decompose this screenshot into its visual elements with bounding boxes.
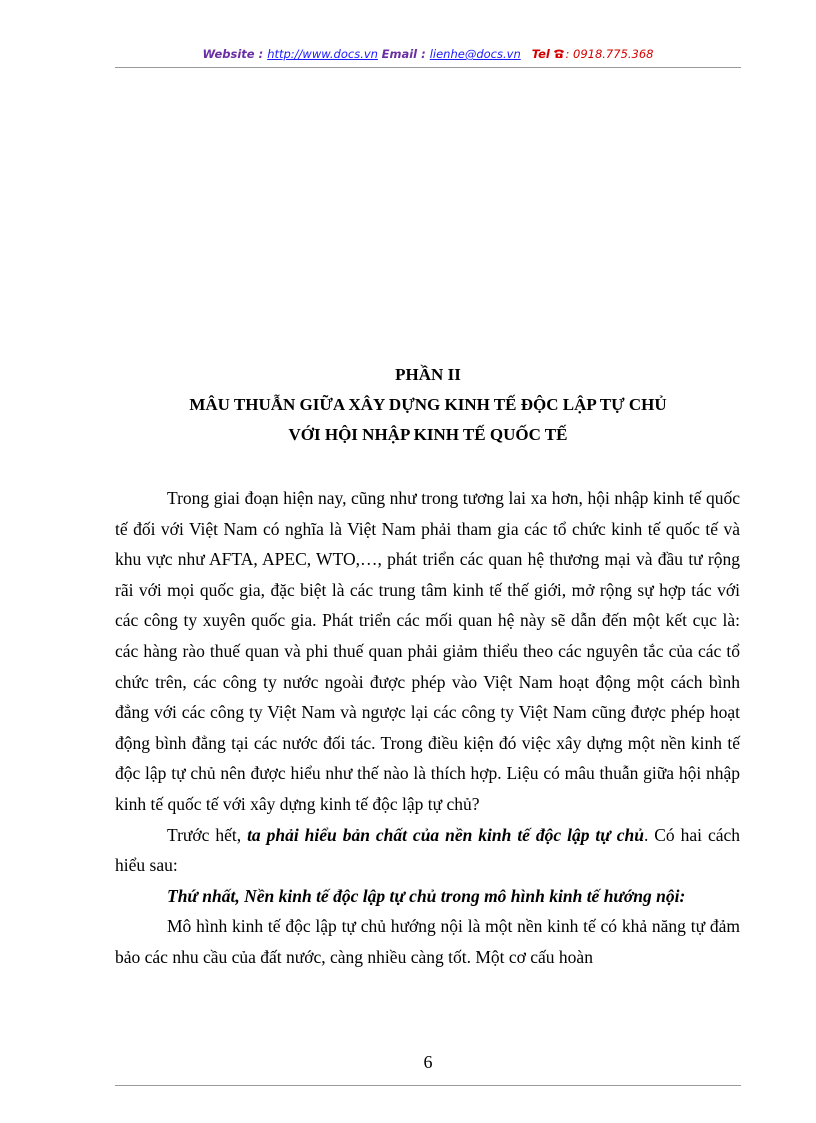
paragraph-2-end: . Có hai cách hiểu sau: [115, 824, 740, 876]
subheading: Thứ nhất, Nền kinh tế độc lập tự chủ trong mô hình kinh tế hướng nội: [167, 885, 686, 906]
email-link[interactable]: lienhe@docs.vn [429, 47, 521, 61]
paragraph-3: Mô hình kinh tế độc lập tự chủ hướng nội là một nền kinh tế có khả năng tự đảm bảo các nhu cầu của đất nước, càng nhiều càng tốt. Một cơ cấu hoàn [115, 916, 740, 967]
tel-label: Tel [531, 47, 550, 61]
website-separator: : [254, 47, 268, 61]
title-line-1: MÂU THUẪN GIỮA XÂY DỰNG KINH TẾ ĐỘC LẬP TỰ CHỦ [189, 395, 667, 414]
website-label: Website [202, 47, 255, 61]
header-divider [115, 67, 741, 68]
paragraph-2-emphasis: ta phải hiểu bản chất của nền kinh tế độc lập tự chủ [247, 824, 644, 845]
part-heading: PHẦN II [395, 365, 461, 384]
paragraph-1: Trong giai đoạn hiện nay, cũng như trong tương lai xa hơn, hội nhập kinh tế quốc tế đối với Việt Nam có nghĩa là Việt Nam phải tham gia các tổ chức kinh tế quốc tế và khu vực như AFTA, APEC, WTO,…, phát triển các quan hệ thương mại và đầu tư rộng rãi với mọi quốc gia, đặc biệt là các trung tâm kinh tế thế giới, mở rộng sự hợp tác với các công ty xuyên quốc gia. Phát triển các mối quan hệ này sẽ dẫn đến một kết cục là: các hàng rào thuế quan và phi thuế quan phải giảm thiểu theo các nguyên tắc của các tổ chức trên, các công ty nước ngoài được phép vào Việt Nam hoạt động một cách bình đẳng với các công ty Việt Nam và ngược lại các công ty Việt Nam cũng được phép hoạt động bình đẳng tại các nước đối tác. Trong điều kiện đó việc xây dựng một nền kinh tế độc lập tự chủ nên được hiểu như thế nào là thích hợp. Liệu có mâu thuẫn giữa hội nhập kinh tế quốc tế với xây dựng kinh tế độc lập tự chủ? [115, 488, 740, 814]
website-link[interactable]: http://www.docs.vn [267, 47, 378, 61]
page-header [115, 47, 741, 67]
title-line-2: VỚI HỘI NHẬP KINH TẾ QUỐC TẾ [288, 425, 568, 444]
footer-divider [115, 1085, 741, 1086]
paragraph-2-start: Trước hết, [167, 824, 248, 845]
phone-icon [553, 47, 565, 61]
tel-number: : 0918.775.368 [565, 47, 654, 61]
paragraph-2 [115, 820, 740, 881]
section-title [115, 360, 741, 450]
page-number: 6 [423, 1052, 433, 1072]
email-separator: : [417, 47, 430, 61]
email-label: Email [381, 47, 418, 61]
document-body [115, 483, 740, 973]
